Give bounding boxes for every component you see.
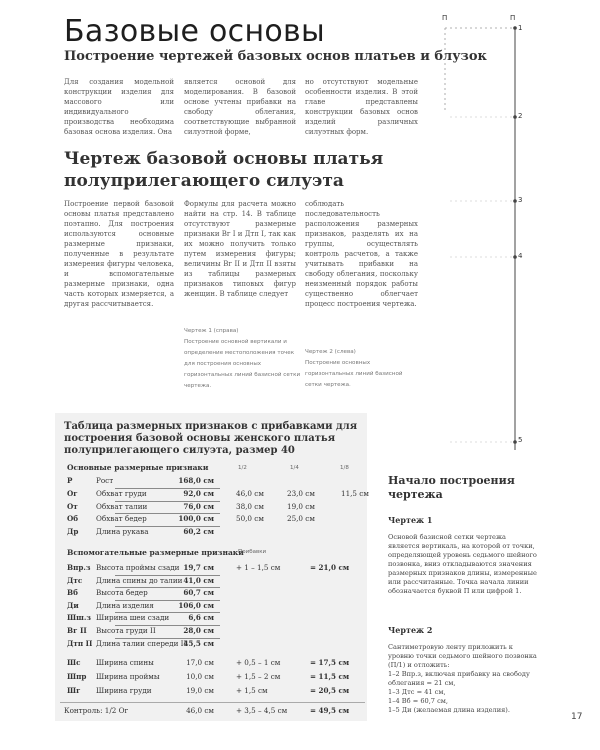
row-abbr: Шг xyxy=(67,686,81,695)
row-value: 76,0 см xyxy=(183,501,214,511)
row-name: Длина изделия xyxy=(96,600,154,610)
table-row xyxy=(64,527,364,537)
table-row xyxy=(64,488,369,499)
table-row xyxy=(64,686,364,696)
row-half: 50,0 см xyxy=(236,514,264,524)
row-separator xyxy=(115,575,220,576)
row-separator xyxy=(115,625,220,626)
diagram-label-2: 2 xyxy=(518,112,523,120)
control-label: Контроль: 1/2 Ог xyxy=(64,706,129,715)
row-separator xyxy=(115,587,220,588)
row-abbr: Р xyxy=(67,476,73,485)
row-total: = 17,5 см xyxy=(310,658,350,667)
row-name: Высота бедер xyxy=(96,588,148,598)
row-value: 100,0 см xyxy=(178,514,214,524)
table-row xyxy=(64,588,364,598)
table-row xyxy=(64,601,364,611)
diagram-label-1: 1 xyxy=(518,24,523,32)
row-value: 10,0 см xyxy=(186,672,214,681)
row-half: 46,0 см xyxy=(236,488,264,498)
page-title: Базовые основы xyxy=(64,14,326,49)
point-4 xyxy=(513,255,517,259)
row-name: Рост xyxy=(96,476,114,485)
row-name: Ширина груди xyxy=(96,686,152,695)
row-value: 6,6 см xyxy=(188,613,214,623)
row-increment: + 0,5 – 1 см xyxy=(236,658,281,667)
row-abbr: Шш.з xyxy=(67,613,91,623)
table-row xyxy=(64,514,364,524)
row-separator xyxy=(115,513,220,514)
row-total: = 20,5 см xyxy=(310,686,350,695)
row-increment: + 1,5 см xyxy=(236,686,268,695)
control-row xyxy=(64,706,364,716)
row-separator xyxy=(115,526,220,527)
row-value: 168,0 см xyxy=(178,476,214,485)
diagram-label-4: 4 xyxy=(518,252,523,260)
point-3 xyxy=(513,199,517,203)
right-heading: Начало построения чертежа xyxy=(388,474,515,501)
row-abbr: Ди xyxy=(67,600,79,610)
section-heading: Чертеж базовой основы платья полуприлегающего силуэта xyxy=(64,149,384,191)
point-1 xyxy=(513,26,517,30)
row-name: Длина талии спереди II xyxy=(96,638,187,648)
row-abbr: Шс xyxy=(67,658,81,667)
draft-diagram xyxy=(420,10,540,460)
row-name: Длина спины до талии xyxy=(96,575,183,585)
diagram-label-5: 5 xyxy=(518,436,523,444)
row-abbr: Дтп II xyxy=(67,638,93,648)
row-value: 60,2 см xyxy=(183,527,214,537)
row-quarter: 19,0 см xyxy=(287,501,315,511)
intro-col-3: но отсутствуют модельные особенности изделия. В этой главе представлены конструкции базовых основ изделий различных силуэтных форм. xyxy=(305,78,418,136)
section-col-1: Построение первой базовой основы платья представлено поэтапно. Для построения используются основные размерные признаки, полученные в результате измерения фигуры человека, и вспомогательные размерные признаки, одна часть которых измеряется, а другая рассчитывается. xyxy=(64,200,174,308)
row-increment: + 1 – 1,5 см xyxy=(236,563,281,572)
row-name: Обхват талии xyxy=(96,501,148,511)
row-increment: + 1,5 – 2 см xyxy=(236,672,281,681)
main-measurements-label: Основные размерные признаки xyxy=(67,463,209,472)
row-value: 45,5 см xyxy=(183,638,214,648)
control-separator xyxy=(60,702,365,703)
row-eighth: 11,5 см xyxy=(341,488,369,498)
diagram-label-p-right: П xyxy=(510,14,516,22)
row-value: 60,7 см xyxy=(183,588,214,598)
caption-draft-2: Чертеж 2 (слева) Построение основных горизонтальных линий базисной сетки чертежа. xyxy=(305,349,403,388)
diagram-label-p-left: П xyxy=(442,14,448,22)
table-row xyxy=(64,576,364,586)
row-total: = 11,5 см xyxy=(310,672,350,681)
row-separator xyxy=(115,612,220,613)
row-abbr: Дтс xyxy=(67,575,83,585)
table-row xyxy=(64,563,364,573)
row-separator xyxy=(115,488,220,489)
row-value: 92,0 см xyxy=(183,488,214,498)
row-name: Ширина шеи сзади xyxy=(96,613,170,623)
page-number: 17 xyxy=(571,712,583,722)
row-abbr: Ог xyxy=(67,488,78,498)
row-value: 41,0 см xyxy=(183,575,214,585)
row-separator xyxy=(115,600,220,601)
row-abbr: Вг II xyxy=(67,626,87,635)
table-row xyxy=(64,639,364,649)
row-value: 106,0 см xyxy=(178,600,214,610)
point-2 xyxy=(513,115,517,119)
table-row xyxy=(64,613,364,623)
page-subtitle: Построение чертежей базовых основ платьев и блузок xyxy=(64,49,487,64)
row-quarter: 23,0 см xyxy=(287,488,315,498)
row-value: 19,7 см xyxy=(183,563,214,572)
intro-col-1: Для создания модельной конструкции изделия для массового или индивидуального производства необходима базовая основа изделия. Она xyxy=(64,78,174,136)
row-value: 17,0 см xyxy=(186,658,214,667)
intro-col-2: является основой для моделирования. В базовой основе учтены прибавки на свободу облегания, соответствующие выбранной силуэтной форме, xyxy=(184,78,296,136)
row-name: Ширина проймы xyxy=(96,672,160,681)
row-abbr: Об xyxy=(67,514,79,524)
increment-header: Прибавки xyxy=(238,549,267,555)
row-value: 28,0 см xyxy=(183,626,214,635)
row-abbr: Впр.з xyxy=(67,563,91,572)
table-row xyxy=(64,476,364,486)
row-name: Высота груди II xyxy=(96,626,156,635)
row-name: Обхват бедер xyxy=(96,514,147,524)
table-row xyxy=(64,502,364,512)
aux-measurements-label: Вспомогательные размерные признаки xyxy=(67,548,244,557)
draft-1-text: Основой базисной сетки чертежа является вертикаль, на которой от точки, определяющей уровень седьмого шейного позвонка, вниз откладываются значения размерных признаков длины, измеренные или рассчитанные. Точка начала линии обозначается буквой П или цифрой 1. xyxy=(388,533,537,595)
table-title: Таблица размерных признаков с прибавками для построения базовой основы женского платья полуприлегающего силуэта, размер 40 xyxy=(64,421,358,456)
row-half: 38,0 см xyxy=(236,501,264,511)
row-separator xyxy=(115,638,220,639)
row-name: Высота проймы сзади xyxy=(96,563,180,572)
section-col-3: соблюдать последовательность расположения размерных признаков, разделять их на группы, осуществлять контроль расчетов, а также учитывать прибавки на свободу облегания, поскольку неизменный порядок работы существенно облегчает процесс построения чертежа. xyxy=(305,200,418,308)
row-abbr: От xyxy=(67,501,78,511)
row-separator xyxy=(115,501,220,502)
row-total: = 21,0 см xyxy=(310,563,350,572)
section-col-2: Формулы для расчета можно найти на стр. 14. В таблице отсутствуют размерные признаки Вг I и Дтп I, так как их можно получить только путем измерения фигуры; величины Вг II и Дтп II взяты из таблицы размерных признаков типовых фигур женщин. В таблице следует xyxy=(184,200,296,298)
control-value: 46,0 см xyxy=(186,706,214,715)
row-abbr: Др xyxy=(67,527,79,537)
point-5 xyxy=(513,440,517,444)
control-increment: + 3,5 – 4,5 см xyxy=(236,706,288,715)
table-row xyxy=(64,658,364,668)
row-quarter: 25,0 см xyxy=(287,514,315,524)
table-row xyxy=(64,626,364,636)
diagram-label-3: 3 xyxy=(518,196,523,204)
caption-draft-1: Чертеж 1 (справа) Построение основной вертикали и определение местоположения точек для построения основных горизонтальных линий базисной сетки чертежа. xyxy=(184,328,301,389)
col-header-half: 1/2 xyxy=(238,465,247,471)
col-header-eighth: 1/8 xyxy=(340,465,349,471)
draft-2-text: Сантиметровую ленту приложить к уровню точки седьмого шейного позвонка (П/1) и отложить: 1–2 Впр.з, включая прибавку на свободу облегания = 21 см, 1–3 Дтс = 41 см, 1–4 Вб = 60,7 см, 1–5 Ди (желаемая длина изделия). xyxy=(388,643,537,714)
table-row xyxy=(64,672,364,682)
row-name: Длина рукава xyxy=(96,527,149,537)
control-total: = 49,5 см xyxy=(310,706,350,715)
col-header-quarter: 1/4 xyxy=(290,465,299,471)
row-value: 19,0 см xyxy=(186,686,214,695)
draft-2-title: Чертеж 2 xyxy=(388,625,433,635)
row-name: Обхват груди xyxy=(96,488,147,498)
row-name: Ширина спины xyxy=(96,658,154,667)
draft-1-title: Чертеж 1 xyxy=(388,515,433,525)
row-abbr: Вб xyxy=(67,588,78,598)
row-abbr: Шпр xyxy=(67,672,87,681)
